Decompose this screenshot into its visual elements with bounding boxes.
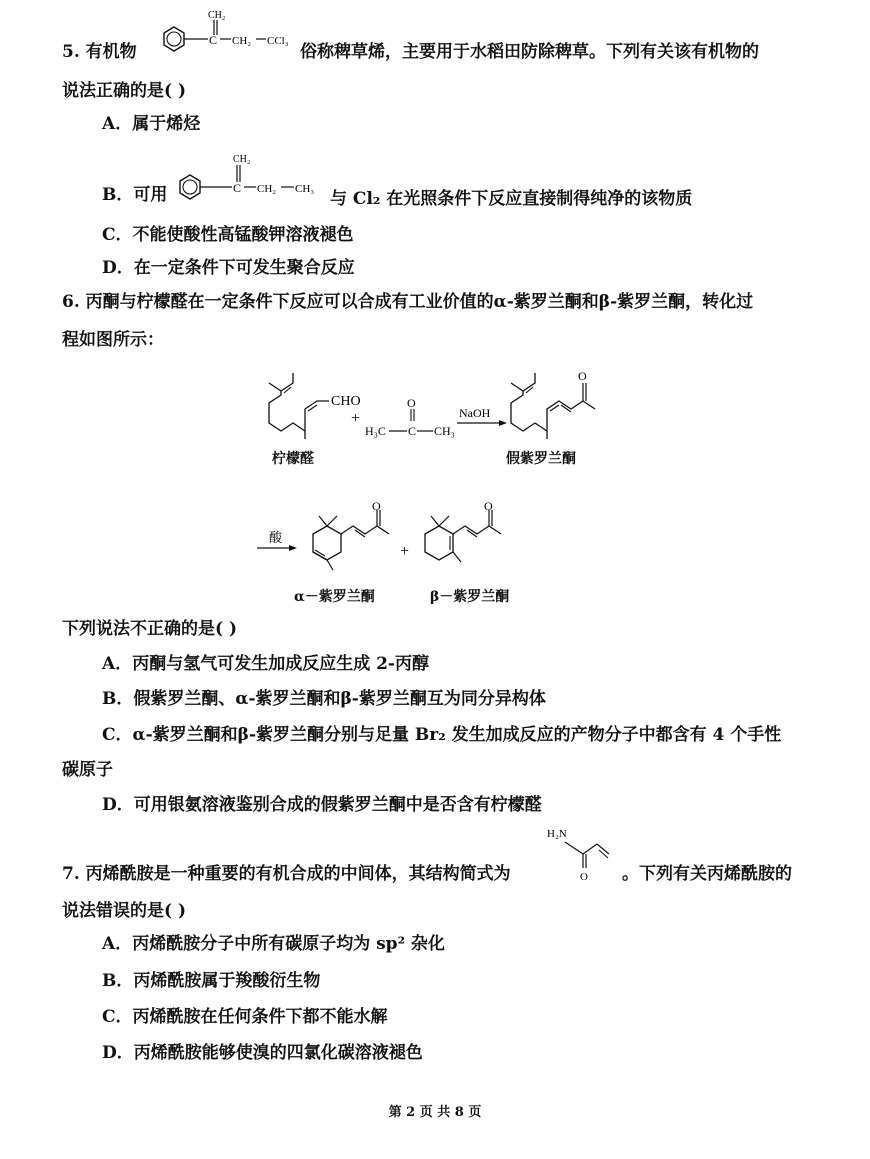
scheme-plus-2: +: [400, 543, 410, 560]
acetone-h3c-label: H₃C: [365, 424, 386, 438]
acetone-o-label: O: [407, 396, 416, 410]
q7-option-d: D．丙烯酰胺能够使溴的四氯化碳溶液褪色: [102, 1043, 423, 1063]
q7-stem-line2: 说法错误的是( ): [62, 901, 187, 921]
q5-option-b-rest: 与 Cl₂ 在光照条件下反应直接制得纯净的该物质: [330, 189, 693, 209]
q6-scheme-bottom: [255, 502, 555, 582]
q5-prefix: 5. 有机物: [62, 42, 137, 62]
q5-stem-line2: 说法正确的是( ): [62, 81, 187, 101]
label-alpha-ionone: α－紫罗兰酮: [294, 589, 375, 605]
q5-option-c: C．不能使酸性高锰酸钾溶液褪色: [102, 225, 354, 245]
citral-cho-label: CHO: [331, 394, 361, 409]
q7-h2n-label: H₂N: [547, 828, 567, 840]
page-footer: 第 2 页 共 8 页: [388, 1105, 482, 1120]
alpha-o-label: O: [372, 502, 381, 513]
q7-stem-rest: 。下列有关丙烯酰胺的: [622, 864, 792, 884]
q7-option-c: C．丙烯酰胺在任何条件下都不能水解: [102, 1007, 388, 1027]
q5-option-d: D．在一定条件下可发生聚合反应: [102, 258, 355, 278]
q6-option-c-line1: C．α-紫罗兰酮和β-紫罗兰酮分别与足量 Br₂ 发生加成反应的产物分子中都含有 4 个手性: [102, 725, 782, 745]
q7-acrylamide-structure: [545, 820, 625, 885]
q6-stem-line2: 程如图所示：: [62, 330, 164, 350]
q5b-ch2b-label: CH₂: [257, 183, 277, 195]
q7-option-a: A．丙烯酰胺分子中所有碳原子均为 sp² 杂化: [102, 934, 445, 954]
q5b-c-label: C: [233, 181, 242, 195]
q5b-ch3-label: CH₃: [295, 183, 315, 195]
q5-structure: [146, 5, 306, 60]
q5-c-label: C: [209, 33, 218, 47]
q5b-ch2-label: CH₂: [233, 154, 251, 165]
scheme-plus-1: +: [351, 410, 361, 427]
label-citral: 柠檬醛: [272, 451, 314, 467]
q7-o-label: O: [580, 871, 588, 883]
q6-option-d: D．可用银氨溶液鉴别合成的假紫罗兰酮中是否含有柠檬醛: [102, 795, 542, 815]
naoh-label: NaOH: [459, 406, 491, 420]
q5-ccl3-label: CCl₃: [267, 35, 289, 47]
q6-option-c-line2: 碳原子: [62, 760, 113, 780]
q5-option-b-structure: [170, 145, 330, 205]
acetone-c-label: C: [408, 424, 417, 438]
q6-option-b: B．假紫罗兰酮、α-紫罗兰酮和β-紫罗兰酮互为同分异构体: [102, 689, 546, 709]
q5-option-a: A．属于烯烃: [102, 114, 201, 134]
q5-ch2-label: CH₂: [208, 10, 226, 21]
q7-stem-prefix: 7. 丙烯酰胺是一种重要的有机合成的中间体，其结构简式为: [62, 864, 511, 884]
q6-stem-line1: 6. 丙酮与柠檬醛在一定条件下反应可以合成有工业价值的α-紫罗兰酮和β-紫罗兰酮，转化过: [62, 292, 754, 312]
q6-question: 下列说法不正确的是( ): [62, 619, 238, 639]
acetone-ch3-label: CH₃: [434, 424, 455, 438]
label-beta-ionone: β－紫罗兰酮: [430, 589, 510, 605]
beta-o-label: O: [484, 502, 493, 513]
acid-label: 酸: [269, 530, 283, 545]
q5-option-b-prefix: B．可用: [102, 185, 168, 205]
q7-option-b: B．丙烯酰胺属于羧酸衍生物: [102, 971, 321, 991]
q5-stem: 俗称稗草烯，主要用于水稻田防除稗草。下列有关该有机物的: [300, 42, 759, 62]
label-pseudoionone: 假紫罗兰酮: [506, 451, 576, 467]
q6-scheme-top: [255, 365, 625, 445]
q6-option-a: A．丙酮与氢气可发生加成反应生成 2-丙醇: [102, 654, 429, 674]
q5-ch2b-label: CH₂: [232, 35, 252, 47]
pseudo-o-label: O: [578, 369, 587, 383]
